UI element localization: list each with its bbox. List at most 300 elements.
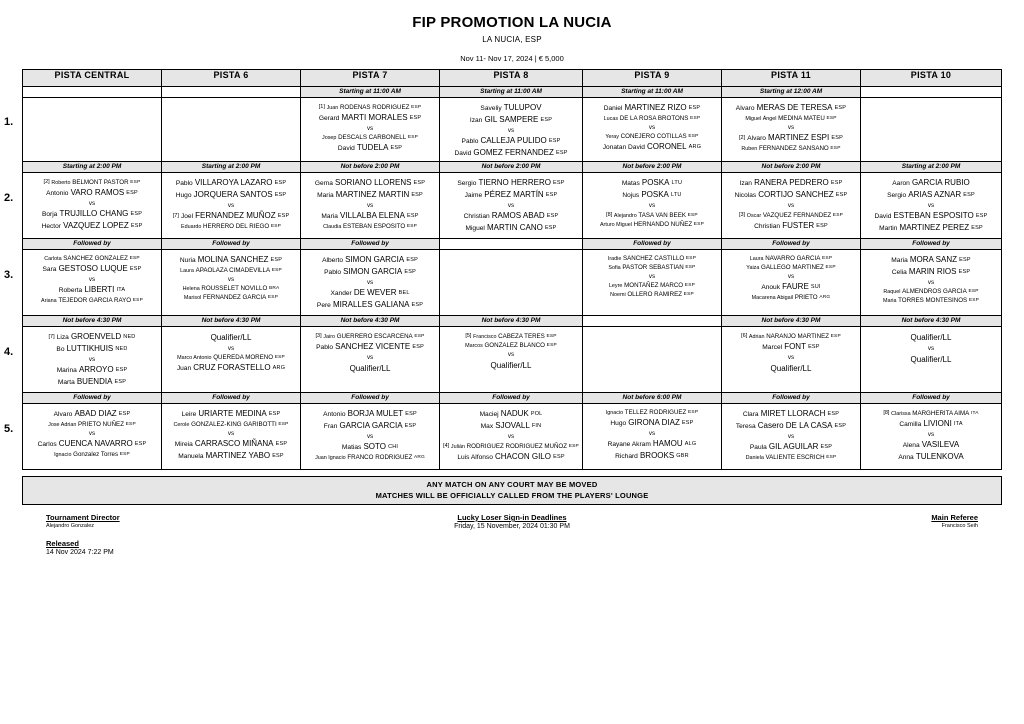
- player-line: [442, 148, 580, 160]
- match-body: [583, 98, 721, 155]
- player-last-name: SANCHEZ VICENTE: [335, 341, 411, 351]
- match-body: [583, 250, 721, 301]
- vs-label: vs: [507, 433, 515, 440]
- match-time-label-empty: [583, 316, 721, 327]
- column-header: PISTA 8: [440, 70, 583, 87]
- player-last-name: MARTINEZ RIZO: [624, 103, 687, 112]
- player-first-name: Carlota: [44, 256, 62, 262]
- player-line: [585, 221, 719, 230]
- team: [25, 285, 159, 305]
- player-line: [724, 442, 858, 454]
- team: [303, 255, 437, 278]
- player-first-name: Pere: [316, 301, 331, 309]
- player-first-name: Richard: [615, 452, 638, 460]
- player-line: [724, 421, 858, 433]
- player-line: [164, 285, 298, 294]
- team: [303, 211, 437, 231]
- player-country: ESP: [275, 441, 288, 447]
- player-first-name: Matas: [621, 180, 640, 187]
- player-first-name: Laura: [180, 267, 194, 274]
- player-country: ESP: [568, 444, 579, 449]
- vs-label: vs: [227, 276, 235, 283]
- player-country: ESP: [413, 180, 426, 186]
- qualifier-slot: Qualifier/LL: [490, 361, 532, 370]
- seed-number: [7]: [172, 213, 179, 219]
- player-country: ESP: [968, 297, 980, 303]
- player-line: [863, 190, 999, 202]
- player-country: ESP: [822, 256, 833, 261]
- player-first-name: Julián: [450, 444, 465, 450]
- player-last-name: HERNANDO NUÑEZ: [633, 220, 693, 228]
- player-last-name: NADUK: [500, 409, 529, 418]
- player-line: [164, 190, 298, 202]
- player-first-name: Fran: [323, 422, 338, 430]
- team: [585, 133, 719, 153]
- player-country: ESP: [407, 213, 419, 219]
- team: [442, 136, 580, 159]
- match-row: [23, 87, 1002, 162]
- player-line: [164, 255, 298, 267]
- player-last-name: GIRONA DIAZ: [628, 417, 680, 427]
- player-last-name: GIL SAMPERE: [484, 114, 539, 124]
- match-time-label: Not before 2:00 PM: [301, 162, 439, 173]
- player-first-name: Maria: [882, 297, 897, 304]
- player-last-name: CABEZA TERES: [498, 333, 545, 340]
- player-country: ESP: [687, 213, 698, 218]
- player-last-name: VARO RAMOS: [70, 187, 125, 197]
- player-last-name: MERAS DE TERESA: [756, 103, 833, 112]
- vs-label: vs: [227, 430, 235, 437]
- player-last-name: TEJEDOR GARCIA RAYO: [58, 296, 132, 304]
- player-first-name: Ignacio: [605, 410, 624, 416]
- player-last-name: ABAD DIAZ: [74, 409, 117, 418]
- team: [863, 409, 999, 430]
- match-body: [162, 250, 300, 304]
- player-first-name: Matias: [341, 444, 362, 451]
- team: [863, 440, 999, 463]
- player-line: [303, 211, 437, 223]
- player-country: ESP: [272, 452, 284, 459]
- player-last-name: FERNANDEZ MUÑOZ: [195, 211, 276, 220]
- match-cell[interactable]: [582, 87, 721, 162]
- match-cell[interactable]: [721, 393, 860, 470]
- player-country: ESP: [271, 267, 282, 273]
- row-number: 3.: [4, 268, 14, 281]
- player-country: ESP: [406, 223, 418, 229]
- match-cell[interactable]: [162, 316, 301, 393]
- match-cell[interactable]: [162, 87, 301, 162]
- match-body: [301, 98, 439, 156]
- match-cell[interactable]: [440, 316, 583, 393]
- main-referee-name: Francisco Seih: [941, 523, 978, 529]
- player-country: ESP: [132, 297, 143, 303]
- player-last-name: LIVIONI: [923, 418, 952, 428]
- match-cell[interactable]: [440, 393, 583, 470]
- match-cell[interactable]: [23, 316, 162, 393]
- player-last-name: Casero DE LA CASA: [757, 420, 833, 430]
- column-header: PISTA 9: [582, 70, 721, 87]
- player-line: [164, 409, 298, 421]
- player-line: [585, 282, 719, 291]
- player-line: [442, 136, 580, 148]
- player-country: ESP: [405, 411, 417, 417]
- player-country: ESP: [975, 213, 988, 219]
- match-cell[interactable]: [861, 162, 1002, 239]
- player-country: ESP: [555, 149, 568, 156]
- match-time-label: Starting at 2:00 PM: [23, 162, 161, 173]
- player-line: [863, 440, 999, 452]
- column-header: PISTA 6: [162, 70, 301, 87]
- vs-label: vs: [227, 202, 235, 209]
- player-last-name: POSKA: [641, 189, 669, 199]
- player-first-name: Clarissa: [891, 411, 911, 417]
- match-cell[interactable]: [861, 239, 1002, 316]
- player-first-name: Maria: [891, 257, 908, 264]
- player-first-name: Sofia: [608, 264, 621, 271]
- player-first-name: David: [454, 149, 472, 157]
- player-country: FIN: [531, 422, 542, 429]
- team: [303, 103, 437, 124]
- player-line: [303, 288, 437, 300]
- player-first-name: Teresa: [735, 422, 756, 430]
- player-last-name: MIRET LLORACH: [760, 409, 826, 418]
- vs-label: vs: [507, 202, 515, 209]
- player-country: ARG: [688, 143, 702, 150]
- player-last-name: GARCIA RUBIO: [911, 178, 970, 187]
- player-country: ESP: [959, 257, 971, 263]
- player-last-name: FERNANDEZ SANSANO: [758, 144, 829, 152]
- player-last-name: TULENKOVA: [915, 451, 964, 461]
- match-body: [440, 98, 582, 161]
- player-first-name: Marisol: [183, 294, 202, 301]
- player-last-name: MARTI MORALES: [341, 112, 408, 122]
- player-line: [25, 451, 159, 460]
- column-header: PISTA 11: [721, 70, 860, 87]
- player-country: NED: [123, 334, 136, 340]
- player-last-name: CUENCA NAVARRO: [58, 439, 133, 448]
- player-line: [442, 103, 580, 115]
- player-line: [303, 190, 437, 202]
- player-country: ESP: [134, 441, 147, 447]
- player-last-name: URIARTE MEDINA: [198, 409, 267, 418]
- team: [442, 211, 580, 234]
- player-last-name: MARTINEZ ESPI: [768, 133, 830, 142]
- player-country: ESP: [835, 191, 848, 198]
- player-line: [164, 363, 298, 375]
- player-line: [724, 409, 858, 421]
- player-last-name: RAMOS ABAD: [491, 211, 545, 220]
- player-line: [303, 409, 437, 421]
- team: [863, 288, 999, 305]
- player-line: [585, 211, 719, 221]
- team: [164, 255, 298, 275]
- player-country: ESP: [126, 189, 138, 196]
- team: [863, 211, 999, 234]
- player-line: [585, 451, 719, 463]
- match-time-label: Not before 4:30 PM: [23, 316, 161, 327]
- player-last-name: MEDINA MATEU: [778, 114, 825, 122]
- player-line: [724, 133, 858, 145]
- player-country: ESP: [411, 301, 424, 308]
- match-cell[interactable]: [861, 87, 1002, 162]
- player-first-name: Arturo Miguel: [599, 221, 632, 228]
- team: [303, 442, 437, 462]
- notice-line-1: ANY MATCH ON ANY COURT MAY BE MOVED: [426, 480, 598, 489]
- match-cell[interactable]: [162, 162, 301, 239]
- team: [303, 178, 437, 201]
- match-cell[interactable]: [23, 393, 162, 470]
- player-first-name: Luis Alfonso: [457, 453, 493, 461]
- match-cell[interactable]: [301, 87, 440, 162]
- player-line: [863, 178, 999, 190]
- player-first-name: Clara: [742, 411, 759, 418]
- player-line: [442, 190, 580, 202]
- match-cell[interactable]: [23, 239, 162, 316]
- match-cell[interactable]: [582, 162, 721, 239]
- player-last-name: VAZQUEZ LOPEZ: [63, 220, 129, 230]
- player-last-name: RODENAS RODRIGUEZ: [339, 104, 410, 111]
- player-line: [724, 282, 858, 294]
- match-cell[interactable]: [582, 316, 721, 393]
- player-country: ESP: [553, 453, 565, 460]
- player-line: [25, 365, 159, 377]
- player-line: [25, 221, 159, 233]
- match-time-label: Followed by: [301, 393, 439, 404]
- match-time-label: Starting at 2:00 PM: [162, 162, 300, 173]
- player-last-name: MARTIN CANO: [486, 222, 543, 232]
- match-time-label: Not before 4:30 PM: [722, 316, 860, 327]
- player-line: [863, 267, 999, 279]
- player-first-name: Joel: [180, 213, 194, 220]
- player-line: [164, 211, 298, 223]
- player-country: ARG: [272, 364, 286, 371]
- match-time-label: Followed by: [301, 239, 439, 250]
- player-first-name: Alejandro: [613, 213, 637, 219]
- match-cell[interactable]: [861, 393, 1002, 470]
- match-body: [583, 173, 721, 231]
- player-line: [724, 255, 858, 264]
- player-line: [303, 454, 437, 463]
- row-number: 5.: [4, 422, 14, 435]
- player-country: ESP: [540, 116, 553, 123]
- match-time-label: Not before 6:00 PM: [583, 393, 721, 404]
- footer-signatures: [22, 513, 1002, 573]
- player-line: [863, 255, 999, 267]
- player-last-name: GARCIA GARCIA: [339, 420, 403, 430]
- player-first-name: Christian: [463, 213, 490, 220]
- vs-label: vs: [507, 351, 515, 358]
- match-row: [23, 239, 1002, 316]
- player-line: [724, 115, 858, 124]
- player-line: [724, 342, 858, 354]
- player-first-name: Antonio: [46, 189, 69, 197]
- player-country: ESP: [546, 213, 559, 219]
- player-last-name: ESTEBAN ESPOSITO: [893, 211, 974, 220]
- main-referee-block: [931, 513, 978, 529]
- player-line: [442, 452, 580, 464]
- match-cell[interactable]: [861, 316, 1002, 393]
- player-last-name: VASILEVA: [921, 440, 960, 449]
- match-cell[interactable]: [162, 393, 301, 470]
- qualifier-slot: Qualifier/LL: [910, 333, 952, 342]
- player-first-name: Miguel: [465, 224, 485, 232]
- match-row: [23, 316, 1002, 393]
- player-first-name: Manuela: [178, 452, 204, 460]
- player-last-name: CONEJERO COTILLAS: [620, 133, 687, 140]
- player-country: ESP: [114, 378, 127, 385]
- match-cell[interactable]: [721, 87, 860, 162]
- match-row: [23, 393, 1002, 470]
- player-first-name: Francisco: [473, 334, 497, 340]
- player-country: ESP: [685, 256, 697, 261]
- match-body: [861, 250, 1001, 307]
- player-country: ESP: [958, 268, 971, 275]
- team: [164, 285, 298, 302]
- player-last-name: GESTOSO LUQUE: [58, 263, 128, 273]
- page-subtitle: LA NUCIA, ESP: [482, 35, 542, 44]
- match-cell[interactable]: [440, 239, 583, 316]
- team: [724, 133, 858, 153]
- team: [724, 211, 858, 232]
- player-line: [442, 442, 580, 452]
- match-cell[interactable]: [721, 239, 860, 316]
- match-cell[interactable]: [162, 239, 301, 316]
- match-cell[interactable]: [582, 239, 721, 316]
- player-country: ESP: [390, 144, 403, 151]
- player-first-name: Jaime: [464, 191, 483, 199]
- player-country: ESP: [411, 191, 423, 198]
- notice-box: [22, 476, 1002, 505]
- player-last-name: PÉREZ MARTÍN: [484, 189, 544, 199]
- match-cell[interactable]: [721, 316, 860, 393]
- vs-label: vs: [366, 279, 374, 286]
- team: [303, 134, 437, 154]
- player-first-name: Saveliy: [480, 105, 502, 112]
- player-line: [25, 209, 159, 221]
- player-last-name: QUEREDA MORENO: [213, 354, 274, 361]
- vs-label: vs: [88, 200, 96, 207]
- player-line: [724, 211, 858, 221]
- player-last-name: BORJA MULET: [347, 409, 404, 418]
- player-first-name: Carlos: [37, 441, 57, 448]
- player-country: ESP: [544, 224, 557, 231]
- player-country: ALG: [684, 441, 697, 447]
- player-country: ESP: [681, 419, 694, 426]
- player-last-name: TORRES MONTESINOS: [898, 296, 968, 304]
- player-last-name: GIL AGUILAR: [768, 442, 819, 451]
- team: [25, 255, 159, 275]
- team: [724, 103, 858, 123]
- player-first-name: Alena: [902, 442, 920, 449]
- match-cell[interactable]: [301, 316, 440, 393]
- player-line: [863, 297, 999, 306]
- team: [724, 409, 858, 432]
- player-country: ESP: [404, 268, 416, 275]
- player-last-name: OLLERO RAMIREZ: [627, 290, 682, 298]
- match-time-label: Starting at 2:00 PM: [861, 162, 1001, 173]
- player-first-name: Eduardo: [180, 223, 202, 230]
- match-cell[interactable]: [440, 87, 583, 162]
- player-first-name: Sara: [42, 265, 57, 273]
- qualifier-slot: Qualifier/LL: [349, 364, 391, 373]
- match-cell[interactable]: [301, 393, 440, 470]
- player-line: [585, 142, 719, 154]
- player-first-name: Maciej: [479, 411, 499, 418]
- seed-number: [4]: [443, 443, 450, 449]
- match-cell[interactable]: [440, 162, 583, 239]
- player-country: ESP: [277, 213, 290, 219]
- player-first-name: Marcos: [465, 342, 483, 349]
- player-first-name: Nicolas: [734, 191, 757, 199]
- player-country: ESP: [545, 191, 558, 198]
- player-last-name: GROENVELD: [70, 332, 122, 341]
- match-cell[interactable]: [23, 162, 162, 239]
- player-line: [585, 190, 719, 202]
- player-first-name: Sergio: [887, 191, 907, 199]
- player-last-name: ESTEBAN ESPOSITO: [343, 222, 406, 230]
- player-line: [303, 442, 437, 454]
- team: [585, 439, 719, 462]
- player-last-name: CRUZ FORASTELLO: [193, 362, 271, 372]
- match-cell[interactable]: [23, 87, 162, 162]
- player-line: [585, 439, 719, 451]
- team: [164, 211, 298, 231]
- player-country: ESP: [270, 223, 282, 229]
- player-last-name: DE WEVER: [353, 288, 397, 297]
- player-first-name: Josep: [322, 135, 337, 141]
- player-first-name: Laura: [749, 256, 764, 262]
- match-time-label: Not before 4:30 PM: [861, 316, 1001, 327]
- player-country: ESP: [684, 283, 695, 288]
- match-body: [301, 327, 439, 377]
- player-line: [724, 103, 858, 115]
- player-line: [724, 454, 858, 463]
- player-last-name: MIRALLES GALIANA: [332, 299, 410, 309]
- player-country: ESP: [404, 422, 417, 429]
- match-cell[interactable]: [721, 162, 860, 239]
- player-line: [164, 267, 298, 276]
- player-first-name: Paula: [749, 444, 767, 451]
- player-first-name: Marcel: [762, 343, 783, 351]
- player-country: ESP: [278, 421, 289, 427]
- player-line: [585, 264, 719, 273]
- player-country: ARG: [819, 294, 831, 300]
- match-cell[interactable]: [301, 239, 440, 316]
- player-last-name: MONTAÑEZ MARCO: [624, 282, 684, 289]
- player-first-name: Camilla: [899, 420, 922, 428]
- player-line: [164, 223, 298, 232]
- player-line: [303, 421, 437, 433]
- player-first-name: Marta: [57, 378, 75, 386]
- player-first-name: Alvaro: [747, 135, 766, 142]
- player-last-name: VILLAROYA LAZARO: [194, 178, 273, 187]
- team: [724, 442, 858, 462]
- match-cell[interactable]: [301, 162, 440, 239]
- match-cell[interactable]: [582, 393, 721, 470]
- player-first-name: Pablo: [316, 343, 334, 351]
- team: [303, 332, 437, 353]
- qualifier-slot: Qualifier/LL: [910, 355, 952, 364]
- player-line: [303, 178, 437, 190]
- tournament-director-label: Tournament Director: [46, 513, 120, 522]
- player-line: [303, 332, 437, 342]
- seed-number: [1]: [318, 104, 325, 110]
- column-header: PISTA 10: [861, 70, 1002, 87]
- player-line: [303, 267, 437, 279]
- player-country: ESP: [553, 180, 565, 186]
- player-line: [442, 211, 580, 223]
- team: [25, 439, 159, 459]
